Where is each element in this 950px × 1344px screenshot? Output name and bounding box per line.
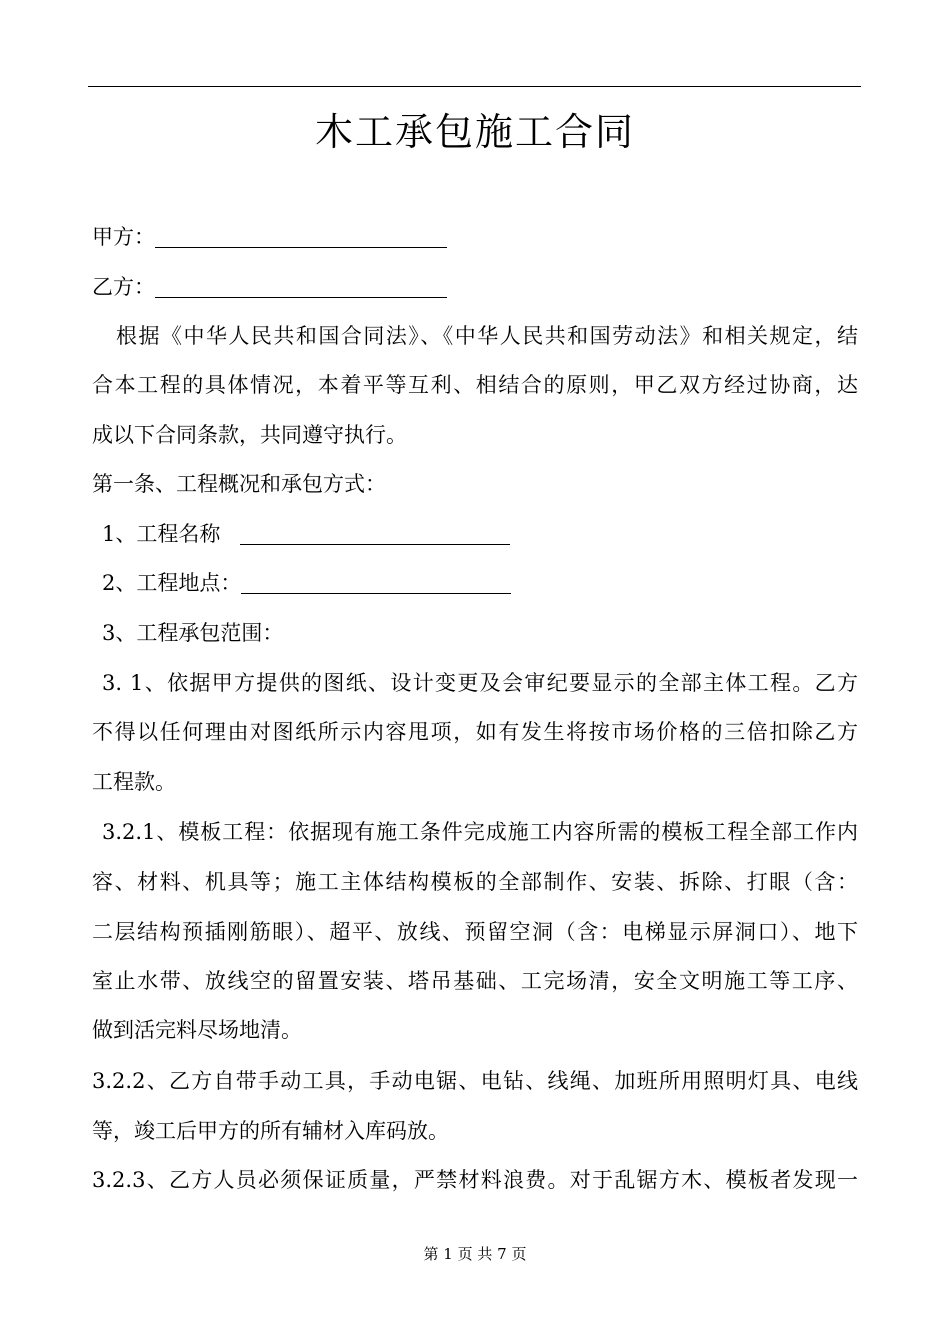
document-title: 木工承包施工合同 <box>314 110 635 154</box>
clause-3-1-line-1: 3. 1、依据甲方提供的图纸、设计变更及会审纪要显示的全部主体工程。乙方 <box>102 671 858 695</box>
item-2-label: 2、工程地点： <box>102 571 242 595</box>
clause-3-1-line-2: 不得以任何理由对图纸所示内容甩项，如有发生将按市场价格的三倍扣除乙方 <box>92 720 858 744</box>
party-a-line <box>92 222 447 252</box>
item-3-line: 3、工程承包范围： <box>102 621 284 645</box>
project-name-blank <box>240 522 510 545</box>
party-a-label: 甲方： <box>92 225 155 249</box>
preamble-line-3: 成以下合同条款，共同遵守执行。 <box>92 423 407 447</box>
clause-3-2-2-line-2: 等，竣工后甲方的所有辅材入库码放。 <box>92 1119 449 1143</box>
clause-3-1-line-3: 工程款。 <box>92 770 176 794</box>
clause-3-2-2-line-1: 3.2.2、乙方自带手动工具，手动电锯、电钻、线绳、加班所用照明灯具、电线 <box>92 1069 858 1093</box>
item-2-line <box>102 568 511 598</box>
clause-3-2-1-line-2: 容、材料、机具等；施工主体结构模板的全部制作、安装、拆除、打眼（含： <box>92 870 858 894</box>
preamble-line-2: 合本工程的具体情况，本着平等互利、相结合的原则，甲乙双方经过协商，达 <box>92 373 858 397</box>
clause-3-2-1-line-1: 3.2.1、模板工程：依据现有施工条件完成施工内容所需的模板工程全部工作内 <box>102 820 858 844</box>
clause-3-2-3-line-1: 3.2.3、乙方人员必须保证质量，严禁材料浪费。对于乱锯方木、模板者发现一 <box>92 1168 858 1192</box>
clause-3-2-1-line-3: 二层结构预插刚筋眼）、超平、放线、预留空洞（含：电梯显示屏洞口）、地下 <box>92 920 858 944</box>
item-1-label: 1、工程名称 <box>102 522 221 546</box>
article-1-heading: 第一条、工程概况和承包方式： <box>92 472 386 496</box>
party-b-line <box>92 272 447 302</box>
header-rule <box>88 86 861 87</box>
clause-3-2-1-line-4: 室止水带、放线空的留置安装、塔吊基础、工完场清，安全文明施工等工序、 <box>92 969 858 993</box>
page-number: 第 1 页 共 7 页 <box>423 1245 527 1263</box>
preamble-line-1: 根据《中华人民共和国合同法》、《中华人民共和国劳动法》和相关规定，结 <box>116 324 858 348</box>
clause-3-2-1-line-5: 做到活完料尽场地清。 <box>92 1018 302 1042</box>
item-1-line <box>102 519 510 549</box>
party-b-label: 乙方： <box>92 275 155 299</box>
party-a-blank <box>155 225 447 248</box>
party-b-blank <box>155 275 447 298</box>
project-location-blank <box>241 571 511 594</box>
